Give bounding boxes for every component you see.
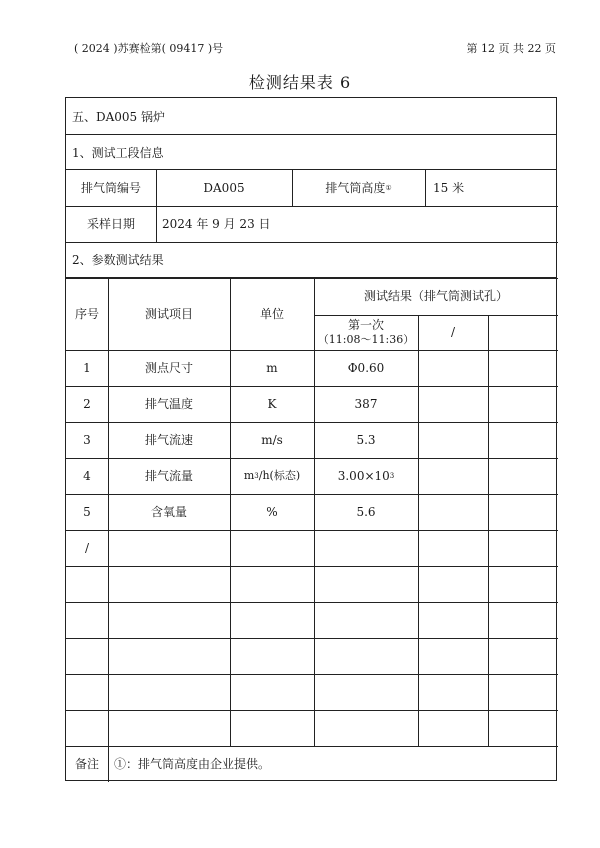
stack-height-label: 排气筒高度 ①	[325, 180, 392, 195]
stack-number-value: DA005	[203, 180, 245, 195]
header-unit: 单位	[259, 306, 284, 321]
table-cell-value: Φ0.60	[347, 360, 385, 375]
table-cell-value: 5.6	[356, 504, 376, 519]
table-cell-unit	[230, 674, 314, 710]
table-cell-seq: /	[84, 540, 90, 555]
table-cell-seq: 5	[83, 504, 91, 519]
header-first-run: 第一次 （11:08～11:36）	[317, 318, 415, 347]
table-cell-unit	[230, 566, 314, 602]
remarks-label: 备注	[74, 756, 99, 771]
table-cell-value	[314, 710, 418, 746]
table-cell-unit	[230, 710, 314, 746]
table-cell-seq	[66, 566, 108, 602]
table-cell-seq	[66, 638, 108, 674]
table-cell-item	[108, 530, 230, 566]
table-cell-seq: 4	[83, 468, 91, 483]
section-heading-info: 1、测试工段信息	[66, 135, 556, 170]
table-cell-unit	[230, 530, 314, 566]
table-cell-unit	[230, 638, 314, 674]
header-item: 测试项目	[144, 306, 193, 321]
table-cell-unit: m 3 /h(标态)	[243, 469, 301, 483]
sampling-date-label: 采样日期	[86, 216, 135, 231]
header-result: 测试结果（排气筒测试孔）	[363, 289, 508, 303]
table-cell-item	[108, 566, 230, 602]
results-table-frame	[65, 97, 557, 781]
table-cell-unit: m/s	[261, 432, 283, 447]
section-heading-boiler: 五、DA005 锅炉	[66, 98, 556, 135]
table-cell-item: 含氧量	[150, 504, 187, 519]
table-cell-value	[314, 674, 418, 710]
table-cell-item	[108, 638, 230, 674]
table-cell-value	[314, 638, 418, 674]
table-cell-seq: 1	[83, 360, 91, 375]
table-cell-value: 5.3	[356, 432, 376, 447]
table-cell-item: 排气流量	[144, 468, 193, 483]
table-cell-value	[314, 530, 418, 566]
table-cell-unit: %	[266, 504, 278, 519]
table-cell-seq: 3	[83, 432, 91, 447]
table-cell-value: 3.00×10 3	[337, 468, 395, 483]
table-cell-unit: K	[267, 396, 277, 411]
section-heading-results: 2、参数测试结果	[66, 242, 556, 278]
page-title: 检测结果表 6	[248, 73, 352, 92]
table-cell-seq	[66, 674, 108, 710]
stack-height-value: 15 米	[433, 180, 465, 195]
table-cell-unit: m	[266, 360, 278, 375]
report-number: ( 2024 )苏赛检第( 09417 )号	[74, 42, 224, 55]
header-seq: 序号	[74, 306, 99, 321]
page-info: 第 12 页 共 22 页	[466, 42, 556, 55]
table-cell-item: 排气流速	[144, 432, 193, 447]
table-cell-item: 排气温度	[144, 396, 193, 411]
table-cell-item: 测点尺寸	[144, 360, 193, 375]
table-cell-item	[108, 710, 230, 746]
stack-number-label: 排气筒编号	[80, 180, 141, 195]
table-cell-value	[314, 602, 418, 638]
table-cell-seq: 2	[83, 396, 91, 411]
sampling-date-value: 2024 年 9 月 23 日	[162, 216, 271, 231]
table-cell-seq	[66, 710, 108, 746]
remarks-text: ①：排气筒高度由企业提供。	[114, 756, 271, 771]
table-cell-unit	[230, 602, 314, 638]
table-cell-item	[108, 602, 230, 638]
table-cell-value	[314, 566, 418, 602]
header-second-run: /	[450, 325, 456, 339]
footnote-marker: ①	[385, 183, 392, 192]
table-cell-item	[108, 674, 230, 710]
table-cell-seq	[66, 602, 108, 638]
table-cell-value: 387	[354, 396, 378, 411]
